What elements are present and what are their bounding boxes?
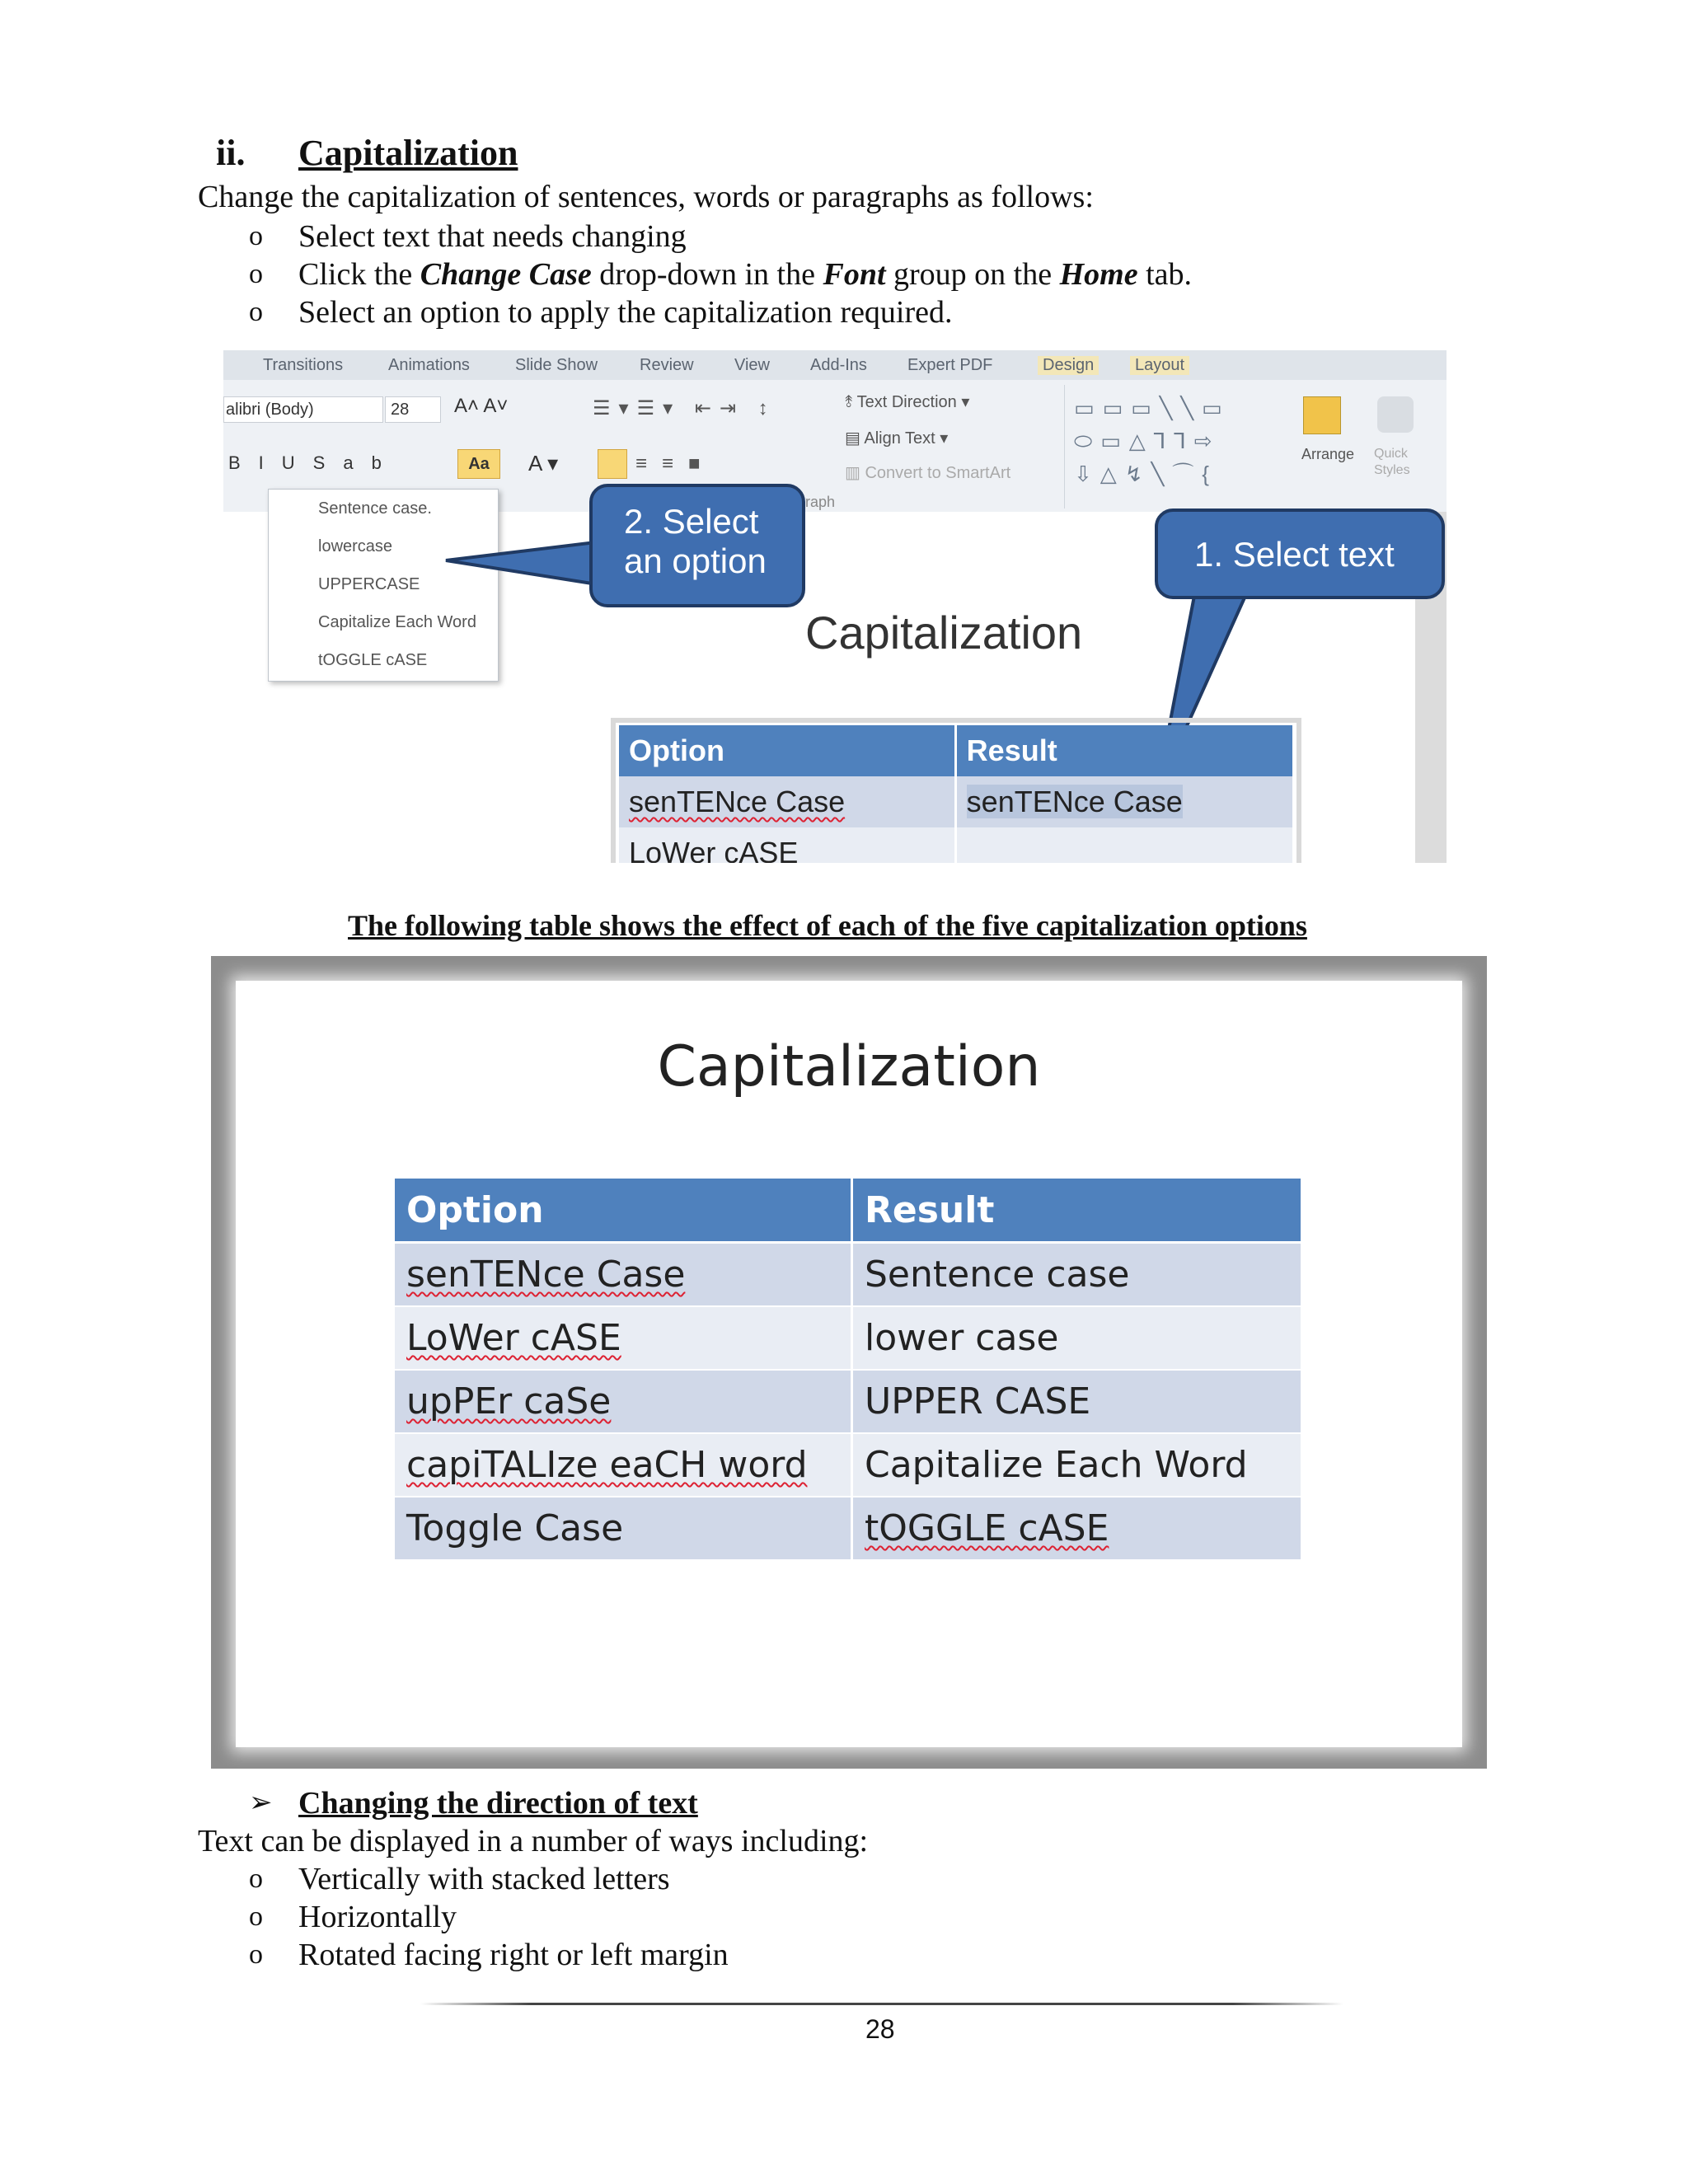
menu-item-lowercase: lowercase bbox=[318, 537, 393, 555]
direction-item: Vertically with stacked letters bbox=[298, 1862, 670, 1896]
step-2: Click the Change Case drop-down in the Font group on the Home tab. bbox=[298, 257, 1193, 292]
table-caption: The following table shows the effect of each of the five capitalization options bbox=[348, 909, 1307, 942]
grow-font-icon: A˄ A˅ bbox=[454, 395, 509, 417]
convert-smartart-button: ▥ Convert to SmartArt bbox=[845, 464, 1011, 482]
mini-capitalization-table bbox=[619, 725, 1295, 863]
tab-slide-show: Slide Show bbox=[515, 356, 598, 374]
menu-item-capitalize-each-word: Capitalize Each Word bbox=[318, 613, 476, 631]
direction-item: Rotated facing right or left margin bbox=[298, 1938, 729, 1972]
mini-cell: senTENce Case bbox=[619, 776, 955, 827]
step-1: Select text that needs changing bbox=[298, 219, 687, 254]
result-cell: tOGGLE cASE bbox=[852, 1497, 1302, 1560]
bullet-icon: o bbox=[249, 221, 263, 251]
page-number: 28 bbox=[865, 2014, 895, 2044]
tab-review: Review bbox=[640, 356, 694, 374]
bullet-icon: o bbox=[249, 1863, 263, 1894]
align-text-button: ▤ Align Text ▾ bbox=[845, 429, 949, 448]
intro-text: Change the capitalization of sentences, words or paragraphs as follows: bbox=[198, 180, 1094, 214]
font-color-icon: A ▾ bbox=[528, 451, 559, 476]
header-result: Result bbox=[852, 1179, 1302, 1243]
home-term: Home bbox=[1059, 257, 1138, 292]
option-cell: LoWer cASE bbox=[395, 1306, 852, 1370]
menu-item-sentence-case: Sentence case. bbox=[318, 499, 432, 518]
header-option: Option bbox=[395, 1179, 852, 1243]
table-row bbox=[395, 1370, 1302, 1433]
capitalization-slide bbox=[211, 956, 1487, 1769]
direction-heading: Changing the direction of text bbox=[298, 1786, 698, 1821]
ribbon-screenshot bbox=[223, 350, 1447, 863]
mini-cell-selected: senTENce Case bbox=[955, 776, 1293, 827]
option-cell: upPEr caSe bbox=[395, 1370, 852, 1433]
text-direction-icon: ⥉ bbox=[845, 393, 857, 411]
bullet-icon: o bbox=[249, 1939, 263, 1970]
table-row bbox=[395, 1243, 1302, 1307]
text-direction-button: ⥉ Text Direction ▾ bbox=[845, 393, 970, 411]
tab-expert-pdf: Expert PDF bbox=[907, 356, 993, 374]
change-case-button: Aa bbox=[457, 449, 500, 479]
direction-item: Horizontally bbox=[298, 1900, 457, 1934]
font-size-box: 28 bbox=[385, 396, 441, 423]
arrange-label: Arrange bbox=[1301, 446, 1355, 462]
align-buttons-icon: ≡≡■ bbox=[635, 452, 715, 475]
slide-title: Capitalization bbox=[657, 1034, 1041, 1099]
result-cell: Capitalize Each Word bbox=[852, 1433, 1302, 1497]
menu-item-uppercase: UPPERCASE bbox=[318, 575, 420, 593]
footer-divider bbox=[420, 2003, 1343, 2005]
direction-intro: Text can be displayed in a number of ways including: bbox=[198, 1824, 869, 1858]
tab-add-ins: Add-Ins bbox=[810, 356, 867, 374]
align-text-icon: ▤ bbox=[845, 429, 865, 448]
format-buttons-icon: BIUSab bbox=[228, 452, 400, 473]
section-title: Capitalization bbox=[298, 133, 518, 173]
section-number: ii. bbox=[216, 133, 246, 173]
quick-styles-label: Quick Styles bbox=[1374, 447, 1410, 477]
capitalization-table bbox=[395, 1179, 1303, 1561]
mini-cell: LoWer cASE bbox=[619, 827, 955, 863]
font-term: Font bbox=[823, 257, 886, 292]
mini-cell bbox=[955, 827, 1293, 863]
table-row bbox=[395, 1433, 1302, 1497]
table-row bbox=[395, 1306, 1302, 1370]
tab-transitions: Transitions bbox=[263, 356, 344, 374]
slide-title: Capitalization bbox=[805, 607, 1083, 658]
mini-header-option: Option bbox=[619, 725, 955, 776]
result-cell: Sentence case bbox=[852, 1243, 1302, 1307]
callout-select-option: 2. Select an option bbox=[589, 484, 805, 607]
option-cell: senTENce Case bbox=[395, 1243, 852, 1307]
result-cell: lower case bbox=[852, 1306, 1302, 1370]
shapes-gallery-icon: ▭▭▭╲╲▭ ⬭▭△⅂⅂⇨ ⇩△↯╲⌒{ bbox=[1074, 396, 1231, 486]
table-row bbox=[395, 1497, 1302, 1560]
menu-item-toggle-case: tOGGLE cASE bbox=[318, 651, 428, 669]
option-cell: Toggle Case bbox=[395, 1497, 852, 1560]
bullet-icon: o bbox=[249, 297, 263, 327]
callout-select-text: 1. Select text bbox=[1155, 509, 1445, 599]
font-name-box: alibri (Body) bbox=[223, 396, 383, 423]
option-cell: capiTALIze eaCH word bbox=[395, 1433, 852, 1497]
change-case-term: Change Case bbox=[420, 257, 592, 292]
tab-design: Design bbox=[1038, 356, 1099, 375]
slide-canvas bbox=[236, 981, 1462, 1747]
tab-layout: Layout bbox=[1130, 356, 1189, 375]
tab-view: View bbox=[734, 356, 770, 374]
result-cell: UPPER CASE bbox=[852, 1370, 1302, 1433]
list-buttons-icon: ☰▾☰▾ ⇤⇥ ↕ bbox=[593, 397, 776, 419]
mini-header-result: Result bbox=[955, 725, 1293, 776]
paragraph-group-label: raph bbox=[805, 494, 836, 510]
step-3: Select an option to apply the capitalization required. bbox=[298, 295, 953, 330]
bullet-icon: o bbox=[249, 1901, 263, 1932]
smartart-icon: ▥ bbox=[845, 464, 865, 482]
bullet-icon: o bbox=[249, 259, 263, 289]
tab-animations: Animations bbox=[388, 356, 470, 374]
arrow-bullet-icon: ➢ bbox=[249, 1788, 273, 1818]
